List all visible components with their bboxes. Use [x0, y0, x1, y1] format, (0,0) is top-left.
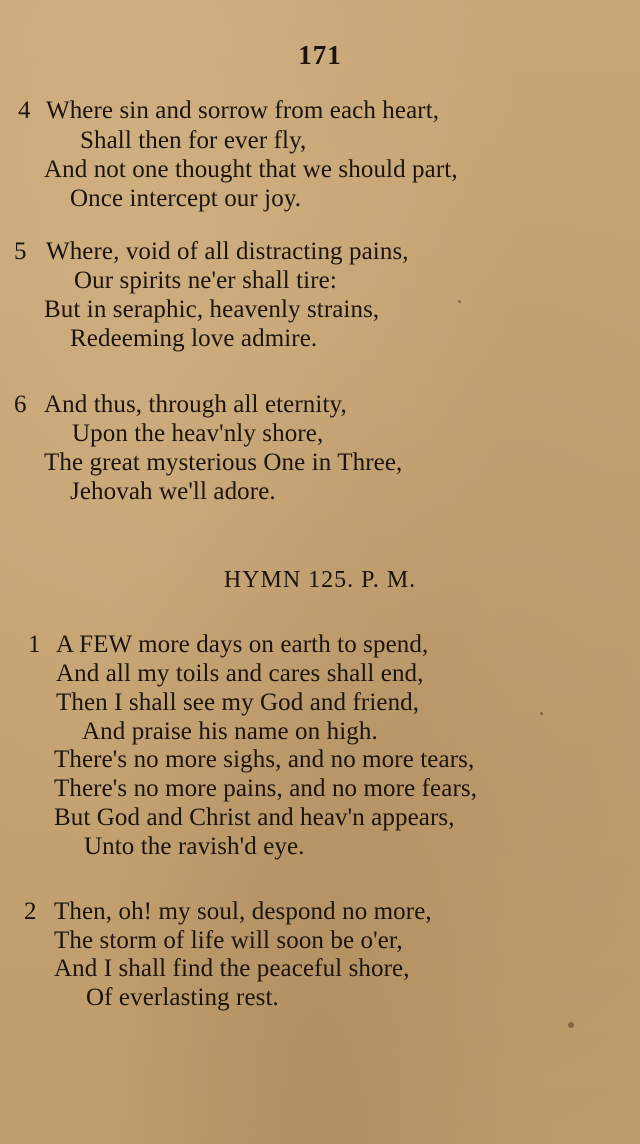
verse-line: And thus, through all eternity, [44, 391, 347, 418]
verse-line: Upon the heav'nly shore, [72, 420, 324, 447]
stanza-number: 1 [28, 631, 41, 658]
verse-line: Once intercept our joy. [70, 185, 302, 212]
verse-line: But God and Christ and heav'n appears, [54, 804, 455, 831]
verse-line: A FEW more days on earth to spend, [56, 631, 429, 658]
verse-line: The storm of life will soon be o'er, [54, 927, 403, 954]
verse-line: Jehovah we'll adore. [70, 478, 276, 505]
verse-line: Where sin and sorrow from each heart, [46, 97, 440, 124]
verse-line: Then, oh! my soul, despond no more, [54, 898, 432, 925]
verse-line: But in seraphic, heavenly strains, [44, 296, 380, 323]
stanza-number: 5 [14, 238, 27, 265]
stanza-number: 2 [24, 898, 37, 925]
verse-line: And all my toils and cares shall end, [56, 660, 424, 687]
verse-line: Shall then for ever fly, [80, 127, 307, 154]
verse-line: Where, void of all distracting pains, [46, 238, 409, 265]
paper-speck [568, 1022, 574, 1028]
verse-line: And I shall find the peaceful shore, [54, 955, 410, 982]
page-number: 171 [298, 40, 342, 70]
verse-line: And not one thought that we should part, [44, 156, 458, 183]
verse-line: And praise his name on high. [82, 718, 378, 745]
verse-line: Our spirits ne'er shall tire: [74, 267, 337, 294]
verse-line: The great mysterious One in Three, [44, 449, 403, 476]
verse-line: There's no more sighs, and no more tears, [54, 746, 475, 773]
stanza-number: 6 [14, 391, 27, 418]
paper-speck [540, 712, 543, 715]
verse-line: Unto the ravish'd eye. [84, 833, 305, 860]
verse-line: Of everlasting rest. [86, 984, 279, 1011]
hymn-title: HYMN 125. P. M. [223, 567, 417, 593]
stanza-number: 4 [18, 97, 31, 124]
paper-speck [458, 300, 461, 303]
verse-line: There's no more pains, and no more fears, [54, 775, 478, 802]
verse-line: Redeeming love admire. [70, 325, 318, 352]
verse-line: Then I shall see my God and friend, [56, 689, 420, 716]
